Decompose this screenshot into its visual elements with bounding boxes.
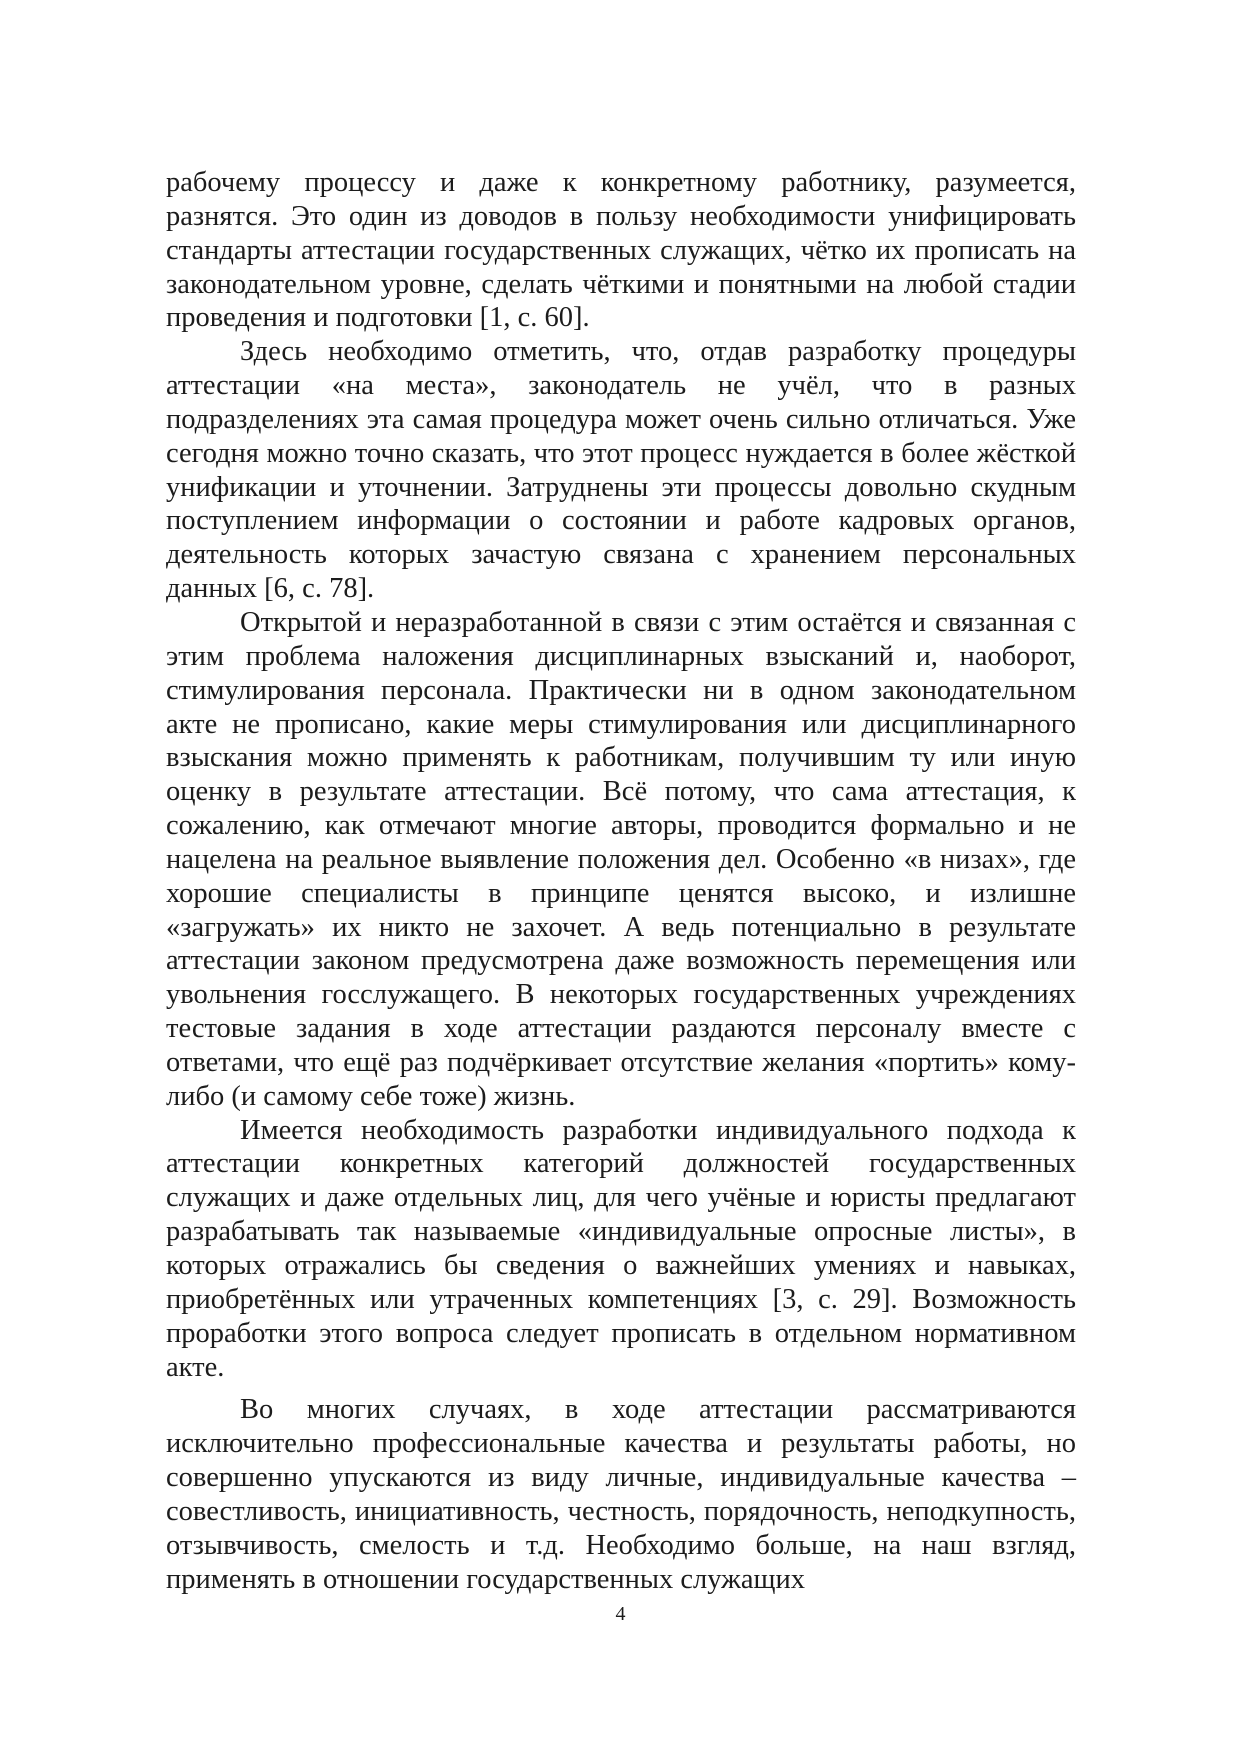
paragraph-2: Здесь необходимо отметить, что, отдав разработку процедуры аттестации «на места», законодатель не учёл, что в разных подразделениях эта самая процедура может очень сильно отличаться. Уже сегодня можно точно сказать, что этот процесс нуждается в более жёсткой унификации и уточнении. Затруднены эти процессы довольно скудным поступлением информации о состоянии и работе кадровых органов, деятельность которых зачастую связана с хранением персональных данных [6, с. 78]. — [166, 336, 1076, 605]
paragraph-5: Во многих случаях, в ходе аттестации рассматриваются исключительно профессиональные качества и результаты работы, но совершенно упускаются из виду личные, индивидуальные качества – совестливость, инициативность, честность, порядочность, неподкупность, отзывчивость, смелость и т.д. Необходимо больше, на наш взгляд, применять в отношении государственных служащих — [166, 1394, 1076, 1595]
body-text — [166, 166, 1076, 1596]
paragraph-4: Имеется необходимость разработки индивидуального подхода к аттестации конкретных категорий должностей государственных служащих и даже отдельных лиц, для чего учёные и юристы предлагают разрабатывать так называемые «индивидуальные опросные листы», в которых отражались бы сведения о важнейших умениях и навыках, приобретённых или утраченных компетенциях [3, с. 29]. Возможность проработки этого вопроса следует прописать в отдельном нормативном акте. — [166, 1114, 1076, 1383]
page-number: 4 — [615, 1603, 626, 1625]
paragraph-1: рабочему процессу и даже к конкретному работнику, разумеется, разнятся. Это один из доводов в пользу необходимости унифицировать стандарты аттестации государственных служащих, чётко их прописать на законодательном уровне, сделать чёткими и понятными на любой стадии проведения и подготовки [1, с. 60]. — [166, 167, 1076, 334]
paragraph-3: Открытой и неразработанной в связи с этим остаётся и связанная с этим проблема наложения дисциплинарных взысканий и, наоборот, стимулирования персонала. Практически ни в одном законодательном акте не прописано, какие меры стимулирования или дисциплинарного взыскания можно применять к работникам, получившим ту или иную оценку в результате аттестации. Всё потому, что сама аттестация, к сожалению, как отмечают многие авторы, проводится формально и не нацелена на реальное выявление положения дел. Особенно «в низах», где хорошие специалисты в принципе ценятся высоко, и излишне «загружать» их никто не захочет. А ведь потенциально в результате аттестации законом предусмотрена даже возможность перемещения или увольнения госслужащего. В некоторых государственных учреждениях тестовые задания в ходе аттестации раздаются персоналу вместе с ответами, что ещё раз подчёркивает отсутствие желания «портить» кому-либо (и самому себе тоже) жизнь. — [166, 606, 1076, 1112]
